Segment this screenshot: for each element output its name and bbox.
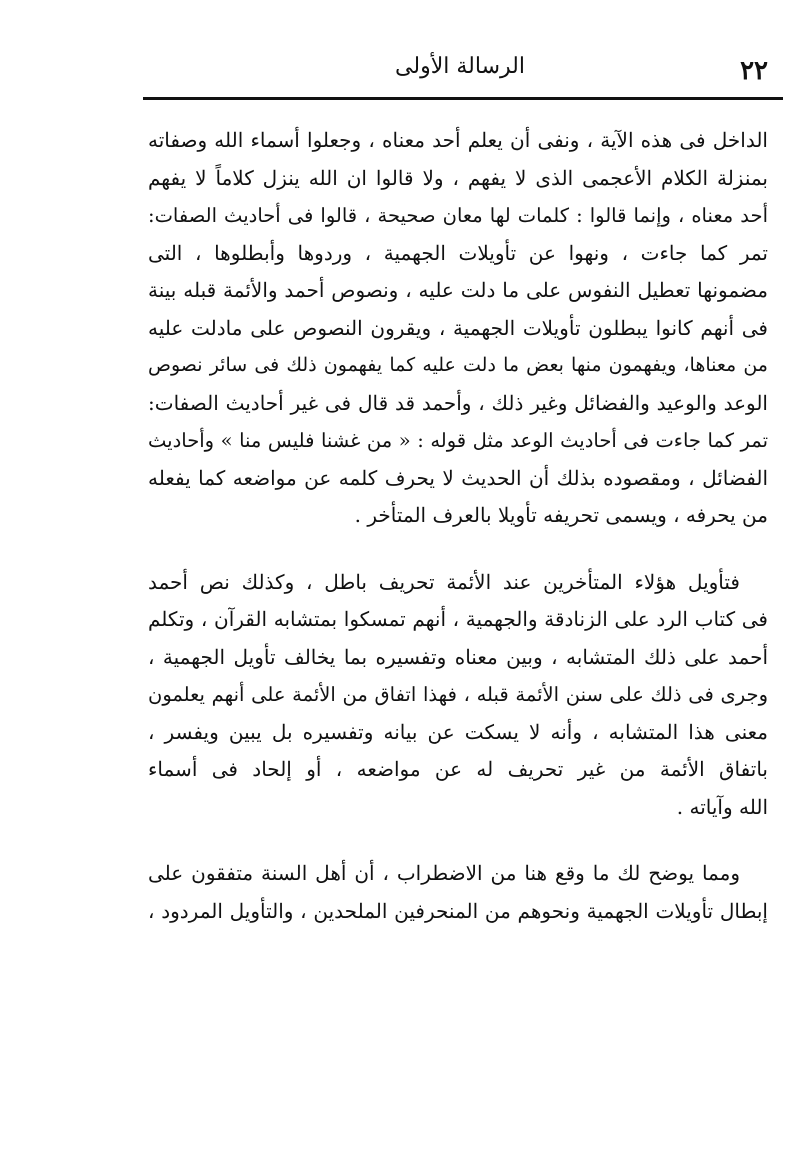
text-line: فتأويل هؤلاء المتأخرين عند الأئمة تحريف باطل ، وكذلك نص أحمد (148, 569, 740, 594)
page-number: ٢٢ (740, 56, 768, 86)
text-line: إبطال تأويلات الجهمية ونحوهم من المنحرفين الملحدين ، والتأويل المردود ، (148, 898, 768, 923)
header-rule (143, 97, 783, 100)
text-line: الفضائل ، ومقصوده بذلك أن الحديث لا يحرف كلمه عن مواضعه كما يفعله (148, 465, 768, 490)
text-line: فى أنهم كانوا يبطلون تأويلات الجهمية ، ويقرون النصوص على مادلت عليه (148, 315, 768, 340)
text-line: وجرى فى ذلك على سنن الأئمة قبله ، فهذا اتفاق من الأئمة على أنهم يعلمون (148, 683, 768, 706)
body-text (148, 122, 768, 930)
text-line: بمنزلة الكلام الأعجمى الذى لا يفهم ، ولا قالوا ان الله ينزل كلاماً لا يفهم (148, 165, 768, 190)
text-line: أحمد على ذلك المتشابه ، وبين معناه وتفسيره بما يخالف تأويل الجهمية ، (148, 644, 768, 669)
text-line: الوعد والوعيد والفضائل وغير ذلك ، وأحمد قد قال فى غير أحاديث الصفات: (148, 390, 768, 415)
text-line: الداخل فى هذه الآية ، ونفى أن يعلم أحد معناه ، وجعلوا أسماء الله وصفاته (148, 128, 768, 152)
text-line: الله وآياته . (676, 794, 768, 819)
text-line: باتفاق الأئمة من غير تحريف له عن مواضعه ، أو إلحاد فى أسماء (148, 757, 768, 781)
text-line: تمر كما جاءت فى أحاديث الوعد مثل قوله : « من غشنا فليس منا » وأحاديث (148, 429, 768, 452)
text-line: أحد معناه ، وإنما قالوا : كلمات لها معان صحيحة ، قالوا فى أحاديث الصفات: (148, 204, 768, 227)
text-line: معنى هذا المتشابه ، وأنه لا يسكت عن بيانه وتفسيره بل يبين ويفسر ، (148, 719, 768, 744)
page-header (140, 48, 780, 92)
text-line: ومما يوضح لك ما وقع هنا من الاضطراب ، أن أهل السنة متفقون على (148, 861, 740, 885)
text-line: تمر كما جاءت ، ونهوا عن تأويلات الجهمية ، وردوها وأبطلوها ، التى (148, 240, 768, 265)
text-line: من معناها، ويفهمون منها بعض ما دلت عليه كما يفهمون ذلك فى سائر نصوص (148, 354, 768, 376)
paragraph-1 (148, 122, 768, 535)
text-line: فى كتاب الرد على الزنادقة والجهمية ، أنهم تمسكوا بمتشابه القرآن ، وتكلم (148, 607, 768, 631)
text-line: مضمونها تعطيل النفوس على ما دلت عليه ، ونصوص أحمد والأئمة قبله بينة (148, 278, 768, 302)
text-line: من يحرفه ، ويسمى تحريفه تأويلا بالعرف المتأخر . (354, 503, 768, 527)
paragraph-2 (148, 564, 768, 827)
running-title: الرسالة الأولى (395, 54, 525, 79)
paragraph-3 (148, 855, 768, 930)
